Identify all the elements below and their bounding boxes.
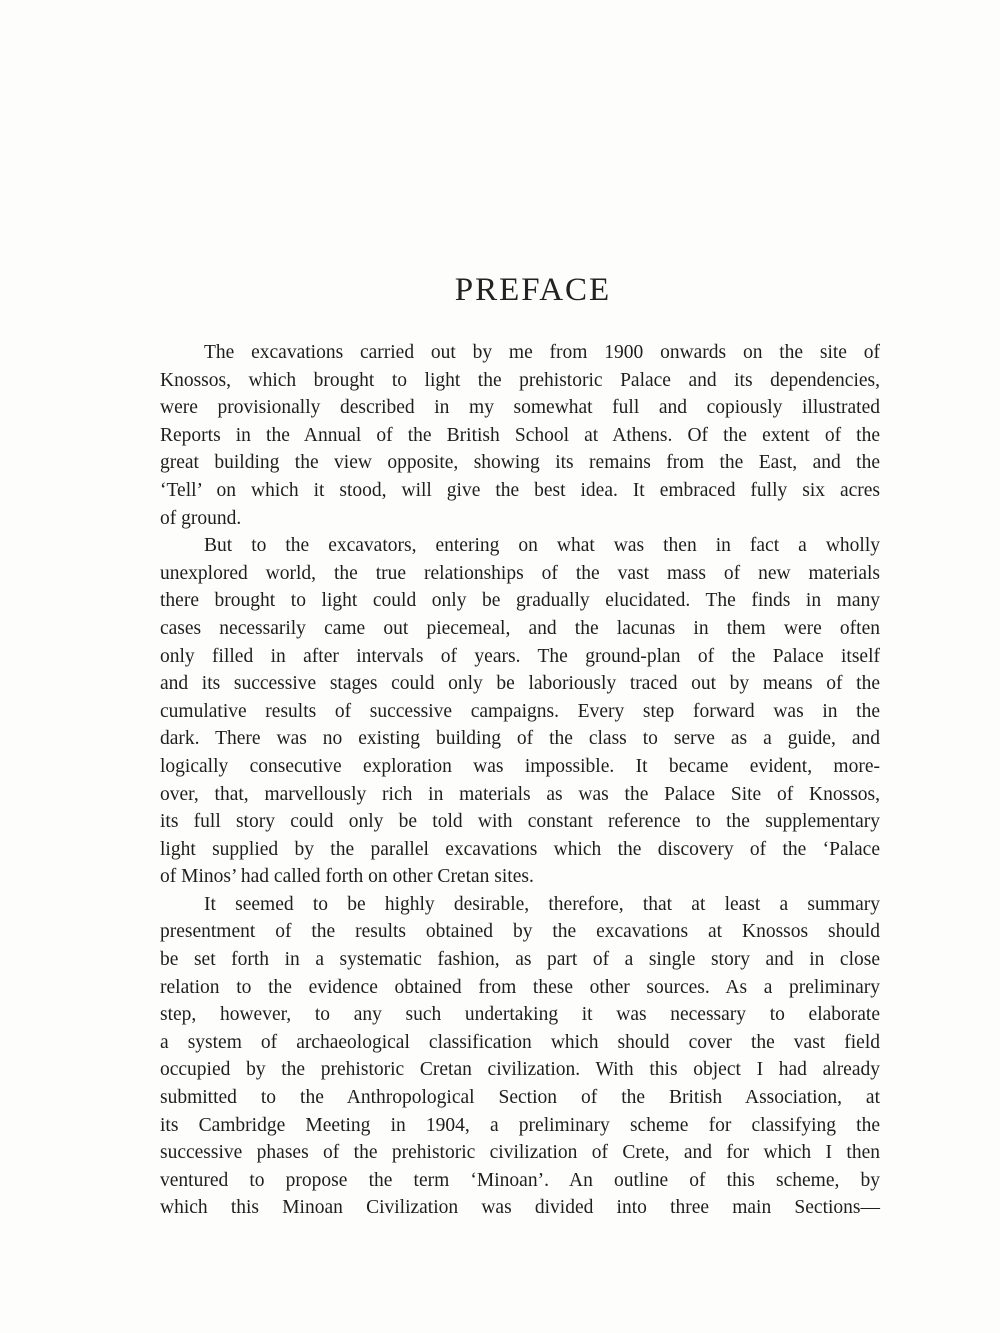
text-line: The excavations carried out by me from 1900 onwards on the site of: [204, 342, 880, 363]
text-line: over, that, marvellously rich in materials as was the Palace Site of Knossos,: [160, 783, 880, 805]
text-line: be set forth in a systematic fashion, as part of a single story and in close: [160, 949, 880, 971]
text-line: of ground.: [160, 507, 242, 529]
text-line: which this Minoan Civilization was divided into three main Sections—: [160, 1197, 880, 1219]
preface-text: [160, 339, 880, 1222]
text-line: occupied by the prehistoric Cretan civilization. With this object I had already: [160, 1059, 880, 1081]
text-line: great building the view opposite, showing its remains from the East, and the: [160, 452, 880, 474]
page-title: PREFACE: [454, 272, 612, 308]
text-line: But to the excavators, entering on what was then in fact a wholly: [204, 535, 880, 557]
text-line: only filled in after intervals of years. The ground-plan of the Palace itself: [160, 645, 880, 667]
text-line: cumulative results of successive campaigns. Every step forward was in the: [160, 700, 880, 722]
text-line: step, however, to any such undertaking it was necessary to elaborate: [160, 1004, 880, 1026]
text-line: light supplied by the parallel excavations which the discovery of the ‘Palace: [160, 838, 880, 860]
text-line: Knossos, which brought to light the prehistoric Palace and its dependencies,: [160, 369, 880, 391]
text-line: It seemed to be highly desirable, therefore, that at least a summary: [204, 893, 880, 915]
text-line: there brought to light could only be gradually elucidated. The finds in many: [160, 590, 880, 612]
text-line: unexplored world, the true relationships of the vast mass of new materials: [160, 562, 880, 584]
text-line: ‘Tell’ on which it stood, will give the best idea. It embraced fully six acres: [160, 479, 880, 501]
text-line: were provisionally described in my somewhat full and copiously illustrated: [160, 397, 880, 419]
text-line: its full story could only be told with constant reference to the supplementary: [160, 811, 880, 833]
paragraph: [160, 339, 880, 532]
paragraph: [160, 532, 880, 891]
text-line: Reports in the Annual of the British School at Athens. Of the extent of the: [160, 424, 880, 446]
text-line: and its successive stages could only be laboriously traced out by means of the: [160, 673, 880, 695]
text-line: presentment of the results obtained by the excavations at Knossos should: [160, 921, 880, 943]
paragraph: [160, 891, 880, 1222]
text-line: dark. There was no existing building of the class to serve as a guide, and: [160, 728, 880, 750]
text-line: submitted to the Anthropological Section of the British Association, at: [160, 1087, 880, 1109]
text-line: a system of archaeological classification which should cover the vast field: [160, 1031, 880, 1053]
text-line: of Minos’ had called forth on other Cretan sites.: [160, 866, 534, 888]
text-line: ventured to propose the term ‘Minoan’. An outline of this scheme, by: [160, 1169, 880, 1191]
text-line: logically consecutive exploration was impossible. It became evident, more-: [160, 755, 880, 777]
text-line: cases necessarily came out piecemeal, and the lacunas in them were often: [160, 617, 880, 639]
text-line: its Cambridge Meeting in 1904, a preliminary scheme for classifying the: [160, 1114, 880, 1136]
text-line: successive phases of the prehistoric civilization of Crete, and for which I then: [160, 1142, 880, 1164]
text-line: relation to the evidence obtained from these other sources. As a preliminary: [160, 976, 880, 998]
